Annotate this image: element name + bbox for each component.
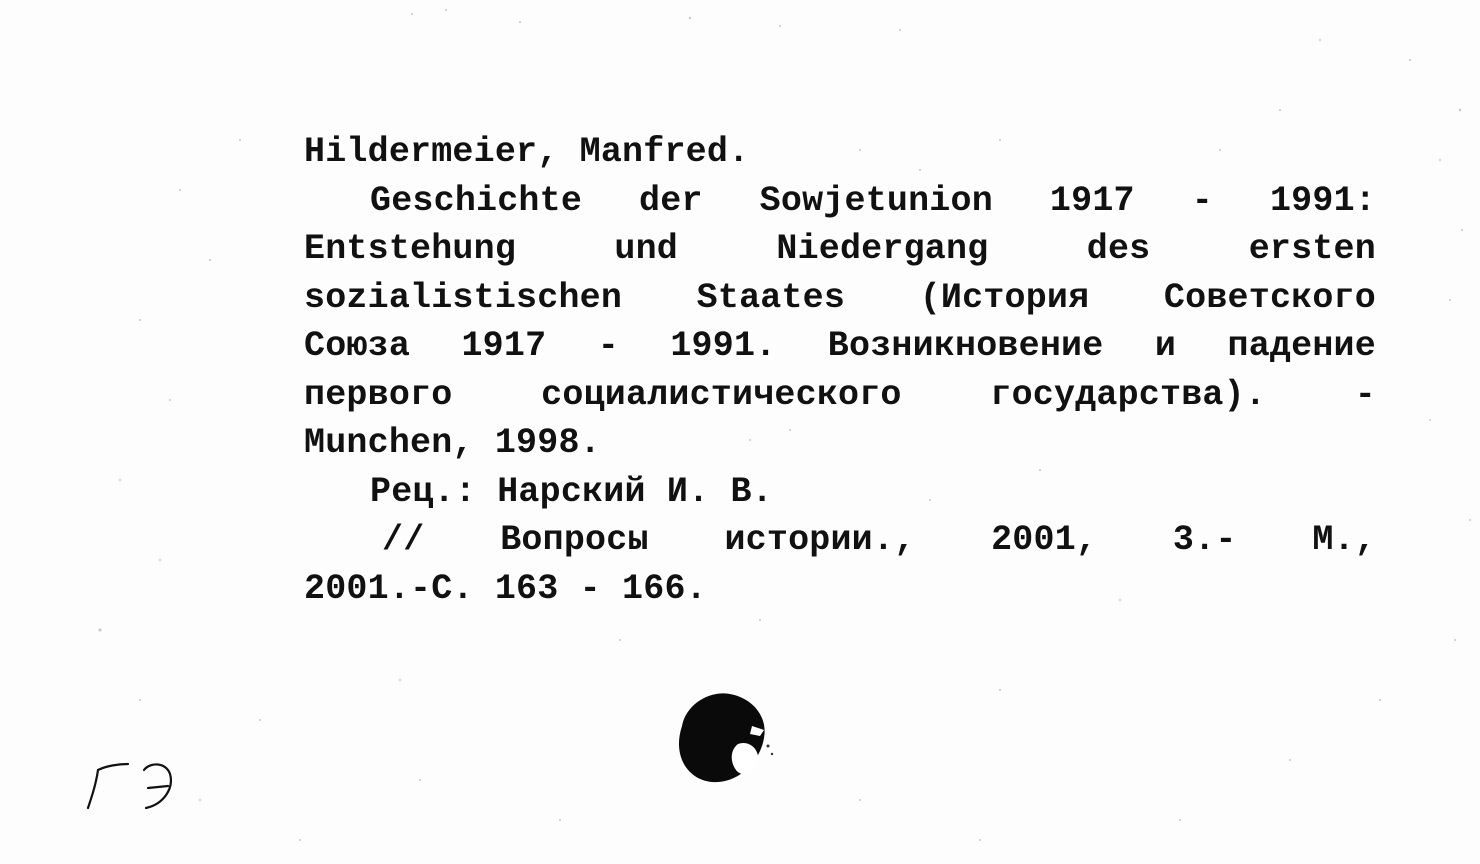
title-word: и (1154, 326, 1177, 366)
source-word: Вопросы (500, 520, 649, 560)
title-word: падение (1227, 326, 1376, 366)
source-word: 3.- (1172, 520, 1237, 560)
punch-hole-blot (668, 686, 778, 790)
title-word: Geschichte (370, 180, 583, 221)
author-line: Hildermeier, Manfred. (304, 132, 750, 172)
title-word: der (639, 180, 703, 221)
source-line (304, 516, 1376, 565)
title-word: социалистического (541, 374, 902, 415)
title-word: ersten (1248, 229, 1376, 269)
source-word: 2001, (991, 520, 1098, 560)
title-word: - (597, 326, 619, 366)
handwritten-note (84, 756, 180, 818)
title-word: Sowjetunion (759, 180, 993, 221)
title-line-2 (304, 225, 1376, 274)
bibliographic-entry (304, 128, 1376, 613)
title-word: Entstehung (304, 229, 517, 269)
title-word: (История (919, 277, 1090, 318)
title-line-4 (304, 322, 1376, 371)
title-word: - (1354, 374, 1376, 415)
title-word: Возникновение (827, 326, 1104, 366)
title-word: 1991. (670, 326, 777, 366)
reviewer-line: Рец.: Нарский И. В. (370, 471, 773, 512)
title-word: 1917 (461, 326, 547, 366)
title-word: первого (304, 374, 453, 415)
source-word: М., (1312, 520, 1376, 560)
title-word: und (614, 229, 679, 269)
title-line-3 (304, 274, 1376, 323)
title-word: Союза (304, 326, 411, 366)
title-word: sozialistischen (304, 277, 623, 318)
title-word: Советского (1163, 277, 1376, 318)
title-word: 1917 (1049, 180, 1135, 221)
title-word: государства). (990, 374, 1267, 415)
title-word: des (1086, 229, 1151, 269)
source-word: истории., (724, 520, 916, 560)
title-line-1 (304, 177, 1376, 226)
title-line-5 (304, 371, 1376, 420)
title-word: Staates (696, 277, 846, 318)
title-word: 1991: (1269, 180, 1376, 221)
place-year-line: Munchen, 1998. (304, 423, 601, 463)
title-word: Niedergang (776, 229, 989, 269)
pages-line: 2001.-С. 163 - 166. (304, 568, 707, 609)
title-word: - (1191, 180, 1213, 221)
source-word: // (382, 520, 425, 560)
